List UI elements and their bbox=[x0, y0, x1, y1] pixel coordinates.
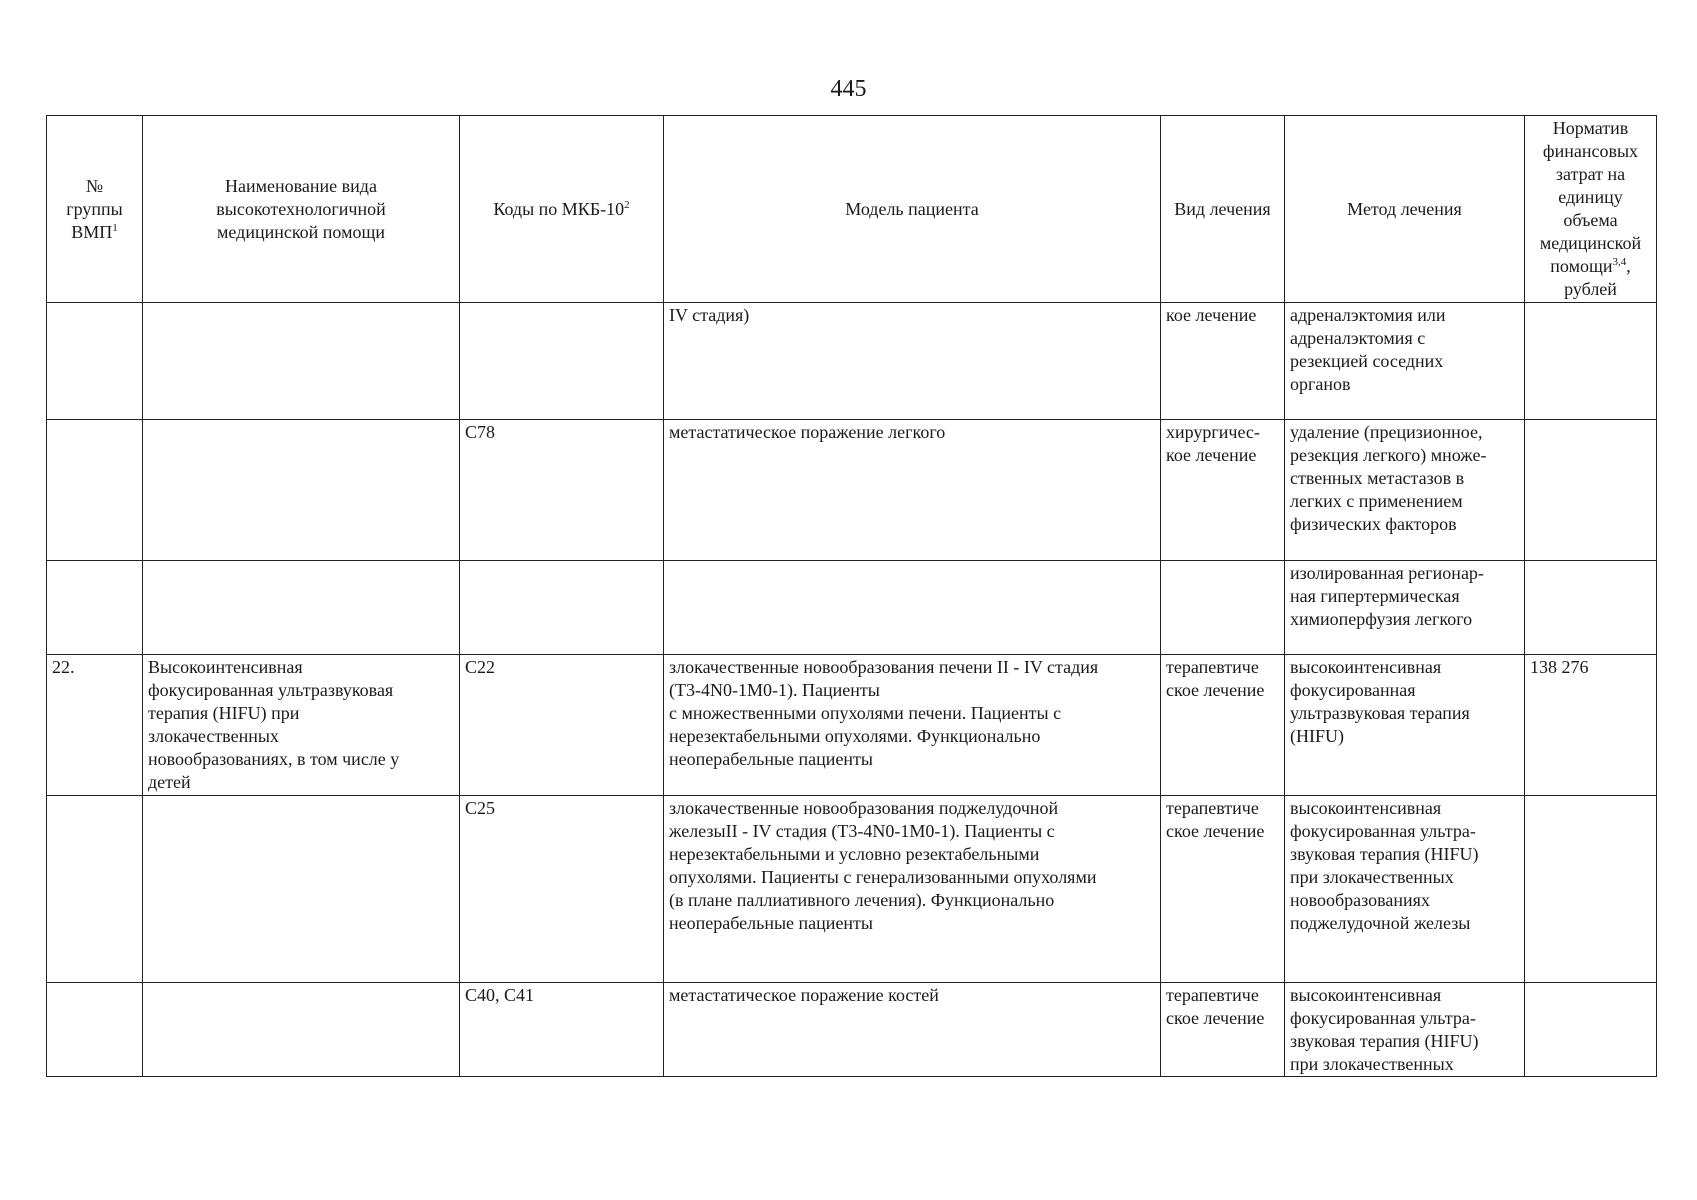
cell-method bbox=[1285, 420, 1525, 561]
cell-codes bbox=[460, 303, 664, 420]
cell-method bbox=[1285, 561, 1525, 655]
cell-codes: C25 bbox=[460, 796, 664, 983]
cell-name bbox=[143, 796, 460, 983]
cell-codes: C22 bbox=[460, 655, 664, 796]
text-line: терапия (HIFU) при bbox=[148, 703, 300, 723]
cell-name bbox=[143, 983, 460, 1077]
cell-model bbox=[664, 561, 1161, 655]
table-row bbox=[47, 561, 1657, 655]
text-line: физических факторов bbox=[1290, 514, 1457, 534]
text-line: терапевтиче bbox=[1166, 798, 1259, 818]
cell-group-no bbox=[47, 420, 143, 561]
cell-group-no bbox=[47, 561, 143, 655]
text-line: детей bbox=[148, 772, 191, 792]
text-line: легких с применением bbox=[1290, 491, 1463, 511]
cell-model bbox=[664, 983, 1161, 1077]
table-row bbox=[47, 983, 1657, 1077]
text-line: высокоинтенсивная bbox=[1290, 985, 1442, 1005]
text-line: терапевтиче bbox=[1166, 985, 1259, 1005]
cell-group-no bbox=[47, 796, 143, 983]
cell-group-no: 22. bbox=[47, 655, 143, 796]
cell-norm bbox=[1525, 420, 1657, 561]
header-model: Модель пациента bbox=[664, 116, 1161, 303]
cell-kind bbox=[1161, 561, 1285, 655]
text-line: фокусированная ультра- bbox=[1290, 821, 1476, 841]
cell-method bbox=[1285, 796, 1525, 983]
cell-kind bbox=[1161, 655, 1285, 796]
text-line: злокачественные новообразования печени II - IV стадия bbox=[669, 657, 1099, 677]
cell-model bbox=[664, 420, 1161, 561]
text-line: высокоинтенсивная bbox=[1290, 798, 1442, 818]
table-row bbox=[47, 303, 1657, 420]
cell-method bbox=[1285, 655, 1525, 796]
text-line: с множественными опухолями печени. Пациенты с bbox=[669, 703, 1062, 723]
text-line: поджелудочной железы bbox=[1290, 913, 1471, 933]
text-line: (в плане паллиативного лечения). Функционально bbox=[669, 890, 1055, 910]
footnote-mark: 1 bbox=[112, 221, 118, 234]
text-line: адреналэктомия или bbox=[1290, 305, 1446, 325]
text-line: (T3-4N0-1M0-1). Пациенты bbox=[669, 680, 880, 700]
text-line: ственных метастазов в bbox=[1290, 468, 1465, 488]
text-line: метастатическое поражение костей bbox=[669, 985, 939, 1005]
cell-name bbox=[143, 303, 460, 420]
text-line: звуковая терапия (HIFU) bbox=[1290, 1031, 1479, 1051]
cell-model bbox=[664, 796, 1161, 983]
text-line: звуковая терапия (HIFU) bbox=[1290, 844, 1479, 864]
header-group-no: № группы ВМП$^1$ bbox=[47, 116, 143, 303]
text-line: органов bbox=[1290, 374, 1351, 394]
text-line: фокусированная ультразвуковая bbox=[148, 680, 394, 700]
text-line: терапевтиче bbox=[1166, 657, 1259, 677]
text-line: неоперабельные пациенты bbox=[669, 749, 874, 769]
table-row bbox=[47, 796, 1657, 983]
cell-kind bbox=[1161, 420, 1285, 561]
cell-method bbox=[1285, 303, 1525, 420]
footnote-mark: 3,4 bbox=[1612, 256, 1627, 268]
text-line: при злокачественных bbox=[1290, 1054, 1454, 1074]
text-line: новообразованиях bbox=[1290, 890, 1430, 910]
vmp-table bbox=[46, 115, 1657, 1077]
table-row bbox=[47, 655, 1657, 796]
cell-name bbox=[143, 561, 460, 655]
text-line: злокачественных bbox=[148, 726, 279, 746]
text-line: Высокоинтенсивная bbox=[148, 657, 303, 677]
text-line: железыII - IV стадия (T3-4N0-1M0-1). Пациенты с bbox=[669, 821, 1055, 841]
text-line: ское лечение bbox=[1166, 821, 1265, 841]
footnote-mark: 2 bbox=[624, 198, 630, 211]
cell-norm: 138 276 bbox=[1525, 655, 1657, 796]
header-row bbox=[47, 116, 1657, 303]
text-line: кое лечение bbox=[1166, 445, 1257, 465]
text-line: адреналэктомия с bbox=[1290, 328, 1426, 348]
cell-norm bbox=[1525, 561, 1657, 655]
text-line: нерезектабельными и условно резектабельными bbox=[669, 844, 1040, 864]
text-line: кое лечение bbox=[1166, 305, 1257, 325]
text-line: злокачественные новообразования поджелудочной bbox=[669, 798, 1059, 818]
cell-kind bbox=[1161, 983, 1285, 1077]
text-line: резекцией соседних bbox=[1290, 351, 1444, 371]
cell-group-no bbox=[47, 303, 143, 420]
text-line: (HIFU) bbox=[1290, 726, 1344, 746]
text-line: новообразованиях, в том числе у bbox=[148, 749, 400, 769]
header-method: Метод лечения bbox=[1285, 116, 1525, 303]
cell-codes: C78 bbox=[460, 420, 664, 561]
text-line: резекция легкого) множе- bbox=[1290, 445, 1487, 465]
text-line: неоперабельные пациенты bbox=[669, 913, 874, 933]
text-line: ультразвуковая терапия bbox=[1290, 703, 1470, 723]
cell-model bbox=[664, 303, 1161, 420]
text-line: ское лечение bbox=[1166, 1008, 1265, 1028]
header-norm: Норматив финансовых затрат на единицу объема медицинской помощи$^{3,4}$, рублей bbox=[1525, 116, 1657, 303]
text-line: нерезектабельными опухолями. Функционально bbox=[669, 726, 1041, 746]
text-line: фокусированная bbox=[1290, 680, 1416, 700]
text-line: ная гипертермическая bbox=[1290, 586, 1460, 606]
header-codes: Коды по МКБ-$10^2$ bbox=[460, 116, 664, 303]
text-line: IV стадия) bbox=[669, 305, 750, 325]
cell-codes bbox=[460, 561, 664, 655]
text-line: химиоперфузия легкого bbox=[1290, 609, 1473, 629]
text-line: хирургичес- bbox=[1166, 422, 1260, 442]
text-line: опухолями. Пациенты с генерализованными опухолями bbox=[669, 867, 1097, 887]
table-row bbox=[47, 420, 1657, 561]
text-line: удаление (прецизионное, bbox=[1290, 422, 1483, 442]
cell-codes: C40, C41 bbox=[460, 983, 664, 1077]
cell-norm bbox=[1525, 983, 1657, 1077]
header-kind: Вид лечения bbox=[1161, 116, 1285, 303]
cell-group-no bbox=[47, 983, 143, 1077]
text-line: метастатическое поражение легкого bbox=[669, 422, 946, 442]
cell-kind bbox=[1161, 796, 1285, 983]
cell-method bbox=[1285, 983, 1525, 1077]
cell-model bbox=[664, 655, 1161, 796]
text-line: высокоинтенсивная bbox=[1290, 657, 1442, 677]
text-line: при злокачественных bbox=[1290, 867, 1454, 887]
cell-norm bbox=[1525, 303, 1657, 420]
text-line: изолированная регионар- bbox=[1290, 563, 1484, 583]
cell-name bbox=[143, 655, 460, 796]
text-line: ское лечение bbox=[1166, 680, 1265, 700]
page-number: 445 bbox=[830, 76, 867, 102]
text-line: фокусированная ультра- bbox=[1290, 1008, 1476, 1028]
cell-name bbox=[143, 420, 460, 561]
header-name: Наименование вида высокотехнологичной медицинской помощи bbox=[143, 116, 460, 303]
cell-norm bbox=[1525, 796, 1657, 983]
cell-kind bbox=[1161, 303, 1285, 420]
